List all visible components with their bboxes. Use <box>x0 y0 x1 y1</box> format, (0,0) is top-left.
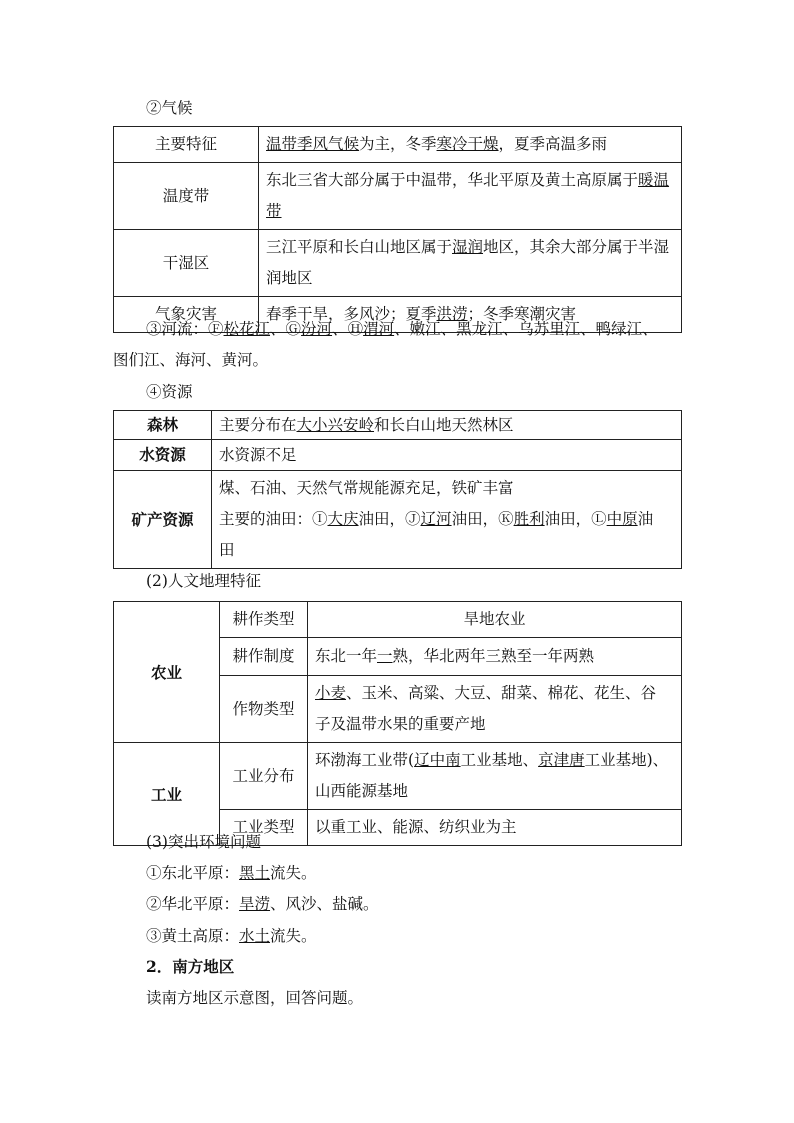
human-row-farm-type <box>114 602 682 638</box>
resources-row-forest <box>114 411 682 440</box>
crop-label: 作物类型 <box>220 676 308 743</box>
south-heading: 2．南方地区 <box>146 957 235 976</box>
climate-label-disasters: 气象灾害 <box>114 297 259 333</box>
climate-value-main: 温带季风气候为主，冬季寒冷干燥，夏季高温多雨 <box>259 127 682 163</box>
env-item: ①东北平原：黑土流失。 <box>146 864 317 882</box>
human-heading: (2)人文地理特征 <box>146 572 261 590</box>
resources-label-forest: 森林 <box>114 411 212 440</box>
climate-label-main: 主要特征 <box>114 127 259 163</box>
climate-row-humidity <box>114 230 682 297</box>
climate-table <box>113 126 682 333</box>
farm-system-value: 东北一年一熟，华北两年三熟至一年两熟 <box>308 638 682 676</box>
climate-value-humidity: 三江平原和长白山地区属于湿润地区，其余大部分属于半湿润地区 <box>259 230 682 297</box>
resources-value-mineral <box>212 471 682 569</box>
climate-label-temp: 温度带 <box>114 163 259 230</box>
farm-type-label: 耕作类型 <box>220 602 308 638</box>
farm-system-label: 耕作制度 <box>220 638 308 676</box>
farm-type-value: 旱地农业 <box>308 602 682 638</box>
climate-value-disasters: 春季干旱，多风沙；夏季洪涝；冬季寒潮灾害 <box>259 297 682 333</box>
rivers-line-1: ③河流：Ⓕ松花江、Ⓖ汾河、Ⓗ渭河、嫩江、黑龙江、乌苏里江、鸭绿江、 <box>146 320 658 338</box>
human-row-industry-dist <box>114 743 682 810</box>
resources-row-mineral <box>114 471 682 569</box>
resources-table <box>113 410 682 569</box>
resources-value-water: 水资源不足 <box>212 440 682 471</box>
rivers-line-2: 图们江、海河、黄河。 <box>113 351 269 369</box>
mineral-line-2: 主要的油田：Ⓘ大庆油田，Ⓙ辽河油田，Ⓚ胜利油田，Ⓛ中原油 <box>219 510 654 528</box>
env-item: ②华北平原：旱涝、风沙、盐碱。 <box>146 895 379 913</box>
industry-dist-label: 工业分布 <box>220 743 308 810</box>
resources-label-mineral: 矿产资源 <box>114 471 212 569</box>
crop-value: 小麦、玉米、高粱、大豆、甜菜、棉花、花生、谷 子及温带水果的重要产地 <box>308 676 682 743</box>
climate-label-humidity: 干湿区 <box>114 230 259 297</box>
climate-row-main-features <box>114 127 682 163</box>
industry-dist-value: 环渤海工业带(辽中南工业基地、京津唐工业基地)、 山西能源基地 <box>308 743 682 810</box>
env-item: ③黄土高原：水土流失。 <box>146 927 317 945</box>
climate-value-temp: 东北三省大部分属于中温带，华北平原及黄土高原属于暖温带 <box>259 163 682 230</box>
resources-value-forest: 主要分布在大小兴安岭和长白山地天然林区 <box>212 411 682 440</box>
env-heading: (3)突出环境问题 <box>146 833 261 851</box>
mineral-line-1: 煤、石油、天然气常规能源充足，铁矿丰富 <box>219 479 514 497</box>
agri-label: 农业 <box>114 602 220 743</box>
resources-label-water: 水资源 <box>114 440 212 471</box>
human-geography-table <box>113 601 682 846</box>
resources-row-water <box>114 440 682 471</box>
climate-row-temperature-zone <box>114 163 682 230</box>
industry-label: 工业 <box>114 743 220 846</box>
south-text: 读南方地区示意图，回答问题。 <box>146 989 364 1007</box>
resources-heading: ④资源 <box>146 383 193 401</box>
industry-type-label: 工业类型 <box>220 810 308 846</box>
climate-heading: ②气候 <box>146 99 193 117</box>
industry-type-value: 以重工业、能源、纺织业为主 <box>308 810 682 846</box>
mineral-line-3: 田 <box>219 541 235 559</box>
